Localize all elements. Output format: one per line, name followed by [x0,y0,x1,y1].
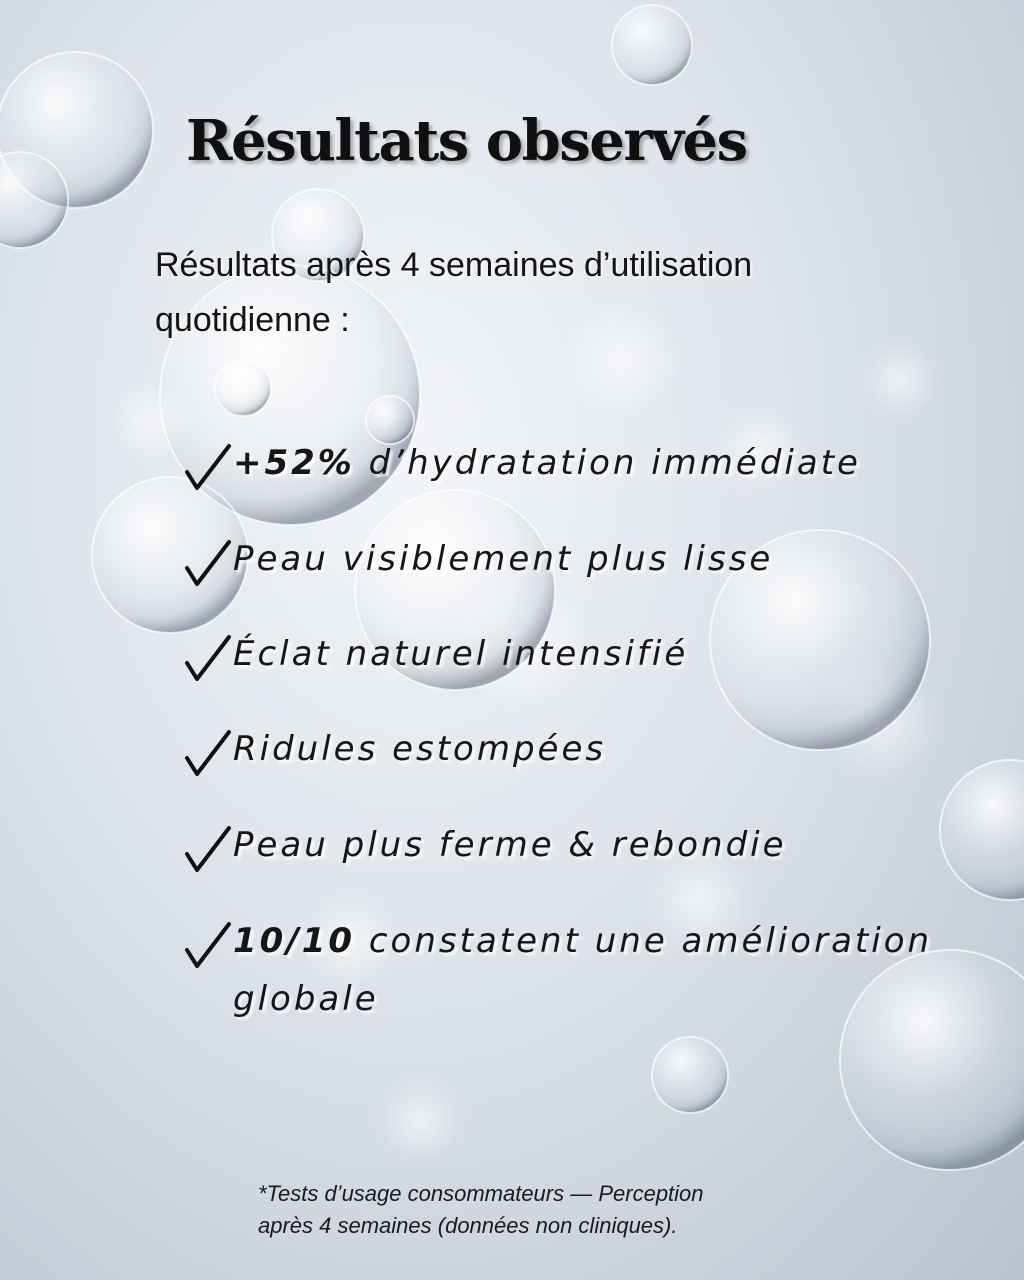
page-title: Résultats observés [186,108,747,174]
intro-text: Résultats après 4 semaines d’utilisation quotidienne : [155,246,753,339]
result-item-text: Peau visiblement plus lisse [233,539,774,579]
check-mark-icon [183,538,233,588]
footnote-line: *Tests d’usage consommateurs — Perception [258,1181,704,1206]
result-item-text: 10/10 constatent une amélioration globale [233,921,933,1019]
result-item [183,625,1013,683]
check-mark-icon [183,633,233,683]
footnote [258,1178,798,1242]
result-item [183,530,1013,588]
check-mark-icon [183,824,233,874]
result-item-text: +52% d’hydratation immédiate [233,443,861,483]
result-item [183,720,1013,778]
result-item [183,434,1013,492]
result-item [183,816,1013,874]
check-mark-icon [183,442,233,492]
footnote-line: après 4 semaines (données non cliniques). [258,1213,678,1238]
result-item-text: Éclat naturel intensifié [233,634,689,674]
result-item-text: Ridules estompées [233,729,607,769]
result-item-text: Peau plus ferme & rebondie [233,825,787,865]
check-mark-icon [183,920,233,970]
check-mark-icon [183,728,233,778]
result-item [183,912,1013,1028]
